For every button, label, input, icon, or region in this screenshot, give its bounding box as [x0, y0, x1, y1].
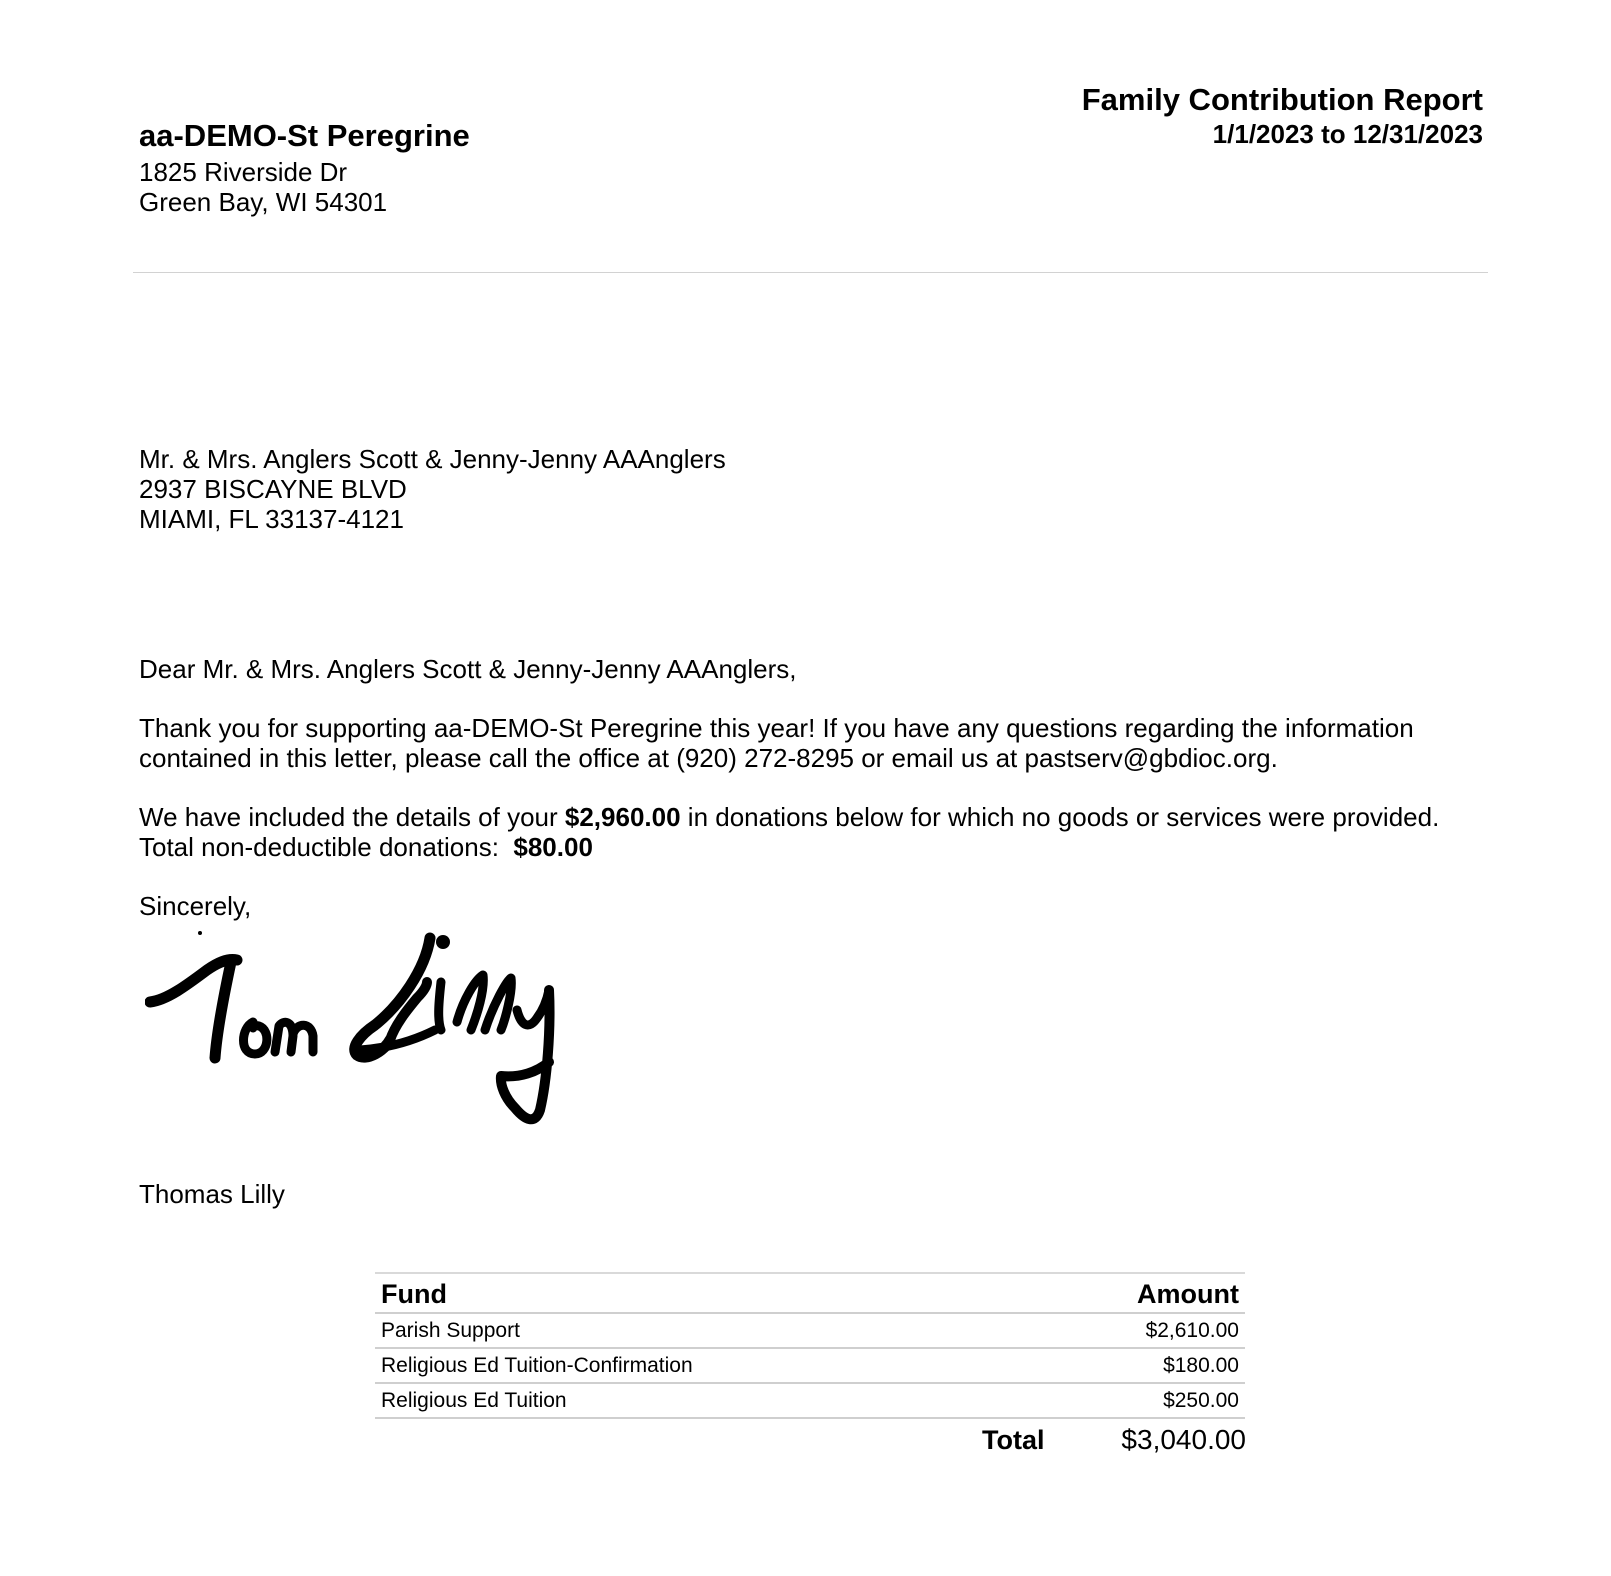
nondeductible-label: Total non-deductible donations:	[139, 832, 499, 862]
thanks-text: Thank you for supporting aa-DEMO-St Peregrine this year! If you have any questions regarding the information contained in this letter, please call the office at (920) 272-8295 or email us at pastserv@gbdioc.org.	[139, 713, 1414, 773]
organization-address-city: Green Bay, WI 54301	[139, 187, 388, 217]
letter-thanks-paragraph	[139, 713, 1499, 773]
table-row	[375, 1313, 1245, 1348]
column-header-fund: Fund	[375, 1273, 1018, 1313]
letter-salutation	[139, 654, 1499, 684]
nondeductible-sentence	[139, 832, 1499, 862]
organization-address-street: 1825 Riverside Dr	[139, 157, 348, 187]
column-header-amount: Amount	[1018, 1273, 1245, 1313]
signer-name: Thomas Lilly	[139, 1179, 285, 1209]
nondeductible-amount: $80.00	[513, 832, 593, 862]
handwritten-signature	[145, 930, 585, 1155]
fund-name-cell: Religious Ed Tuition	[375, 1383, 1018, 1418]
recipient-address-street: 2937 BISCAYNE BLVD	[139, 474, 407, 504]
fund-table	[375, 1272, 1245, 1419]
fund-name-cell: Religious Ed Tuition-Confirmation	[375, 1348, 1018, 1383]
letter-closing	[139, 891, 1499, 921]
fund-name-cell: Parish Support	[375, 1313, 1018, 1348]
donations-suffix: in donations below for which no goods or services were provided.	[680, 802, 1440, 832]
report-date-range: 1/1/2023 to 12/31/2023	[1212, 119, 1483, 149]
salutation-text: Dear Mr. & Mrs. Anglers Scott & Jenny-Jenny AAAnglers,	[139, 654, 797, 684]
report-title: Family Contribution Report	[1081, 82, 1483, 117]
fund-amount-cell: $180.00	[1018, 1348, 1245, 1383]
closing-text: Sincerely,	[139, 891, 252, 921]
header-divider	[133, 272, 1488, 273]
fund-amount-cell: $2,610.00	[1018, 1313, 1245, 1348]
donations-prefix: We have included the details of your	[139, 802, 565, 832]
recipient-name: Mr. & Mrs. Anglers Scott & Jenny-Jenny AAAnglers	[139, 444, 726, 474]
donations-amount: $2,960.00	[564, 802, 681, 832]
table-row	[375, 1383, 1245, 1418]
signer-name-block	[139, 1179, 1499, 1209]
table-row	[375, 1348, 1245, 1383]
recipient-address-city: MIAMI, FL 33137-4121	[139, 504, 404, 534]
fund-amount-cell: $250.00	[1018, 1383, 1245, 1418]
donations-sentence	[139, 802, 1499, 832]
organization-name: aa-DEMO-St Peregrine	[139, 118, 470, 153]
fund-table-header-row	[375, 1273, 1245, 1313]
letter-donations-paragraph	[139, 802, 1499, 862]
total-label: Total	[982, 1425, 1045, 1455]
total-value: $3,040.00	[1121, 1424, 1246, 1455]
